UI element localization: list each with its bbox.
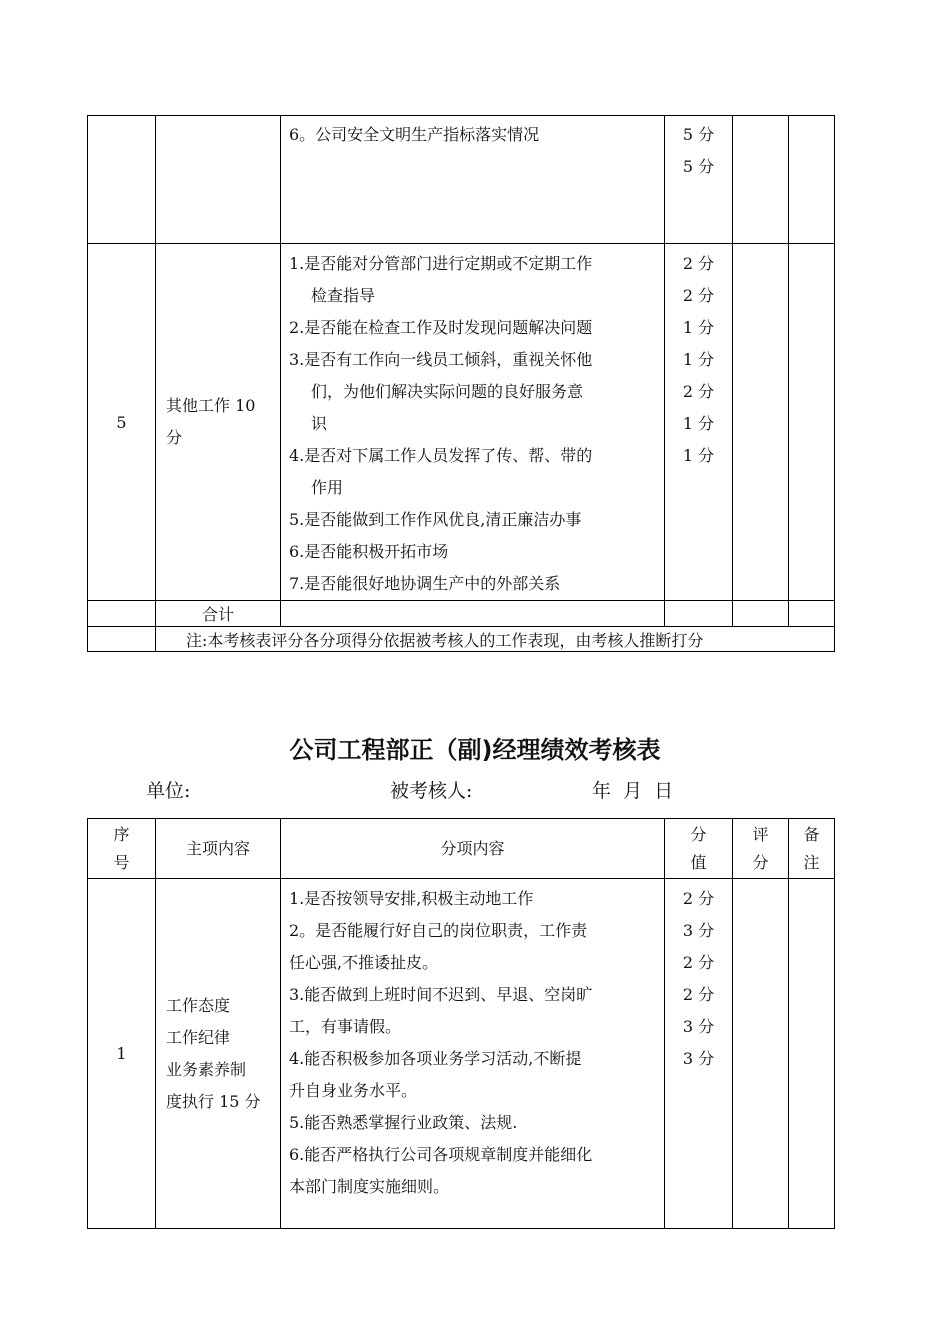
rating-cell[interactable] (733, 244, 789, 601)
score-value: 2 分 (682, 953, 715, 972)
unit-label: 单位: (146, 780, 191, 802)
rating-cell[interactable] (733, 601, 789, 627)
seq-cell (88, 116, 156, 244)
score-value: 1 分 (682, 446, 715, 465)
sub-item-line: 3.是否有工作向一线员工倾斜，重视关怀他 (289, 350, 593, 369)
sub-item-line: 5.能否熟悉掌握行业政策、法规. (289, 1113, 518, 1132)
header-rating: 评 分 (733, 819, 789, 879)
table-note: 注:本考核表评分各分项得分依据被考核人的工作表现，由考核人推断打分 (156, 627, 835, 652)
main-item-cell (156, 879, 281, 1229)
seq-cell: 1 (88, 879, 156, 1229)
main-item-cell (156, 116, 281, 244)
total-label: 合计 (156, 601, 281, 627)
score-value: 1 分 (682, 318, 715, 337)
main-item-line: 工作态度 (166, 995, 231, 1015)
header-seq: 序 号 (88, 819, 156, 879)
score-value: 2 分 (682, 889, 715, 908)
main-item-line: 其他工作 10 (166, 396, 256, 415)
sub-item-line: 7.是否能很好地协调生产中的外部关系 (289, 574, 561, 593)
header-row (88, 819, 835, 879)
table-row (88, 879, 835, 1229)
score-value: 3 分 (682, 1049, 715, 1068)
remark-cell[interactable] (789, 116, 835, 244)
sub-items-cell (281, 879, 665, 1229)
sub-item-line: 3.能否做到上班时间不迟到、早退、空岗旷 (289, 985, 593, 1004)
remark-cell[interactable] (789, 879, 835, 1229)
score-cell (665, 879, 733, 1229)
sub-item-line: 作用 (311, 478, 344, 497)
header-sub-items: 分项内容 (281, 819, 665, 879)
main-item-line: 度执行 15 分 (166, 1091, 261, 1111)
assessee-label: 被考核人: (390, 780, 473, 802)
header-remark: 备 注 (789, 819, 835, 879)
table-row (88, 116, 835, 244)
sub-item-line: 识 (311, 414, 328, 433)
sub-item-line: 检查指导 (311, 286, 376, 305)
score-value: 2 分 (682, 985, 715, 1004)
header-main-item: 主项内容 (156, 819, 281, 879)
rating-cell[interactable] (733, 879, 789, 1229)
score-value: 1 分 (682, 350, 715, 369)
sub-item-line: 6.能否严格执行公司各项规章制度并能细化 (289, 1145, 593, 1164)
score-value: 5 分 (682, 157, 715, 176)
sub-item-line: 4.是否对下属工作人员发挥了传、帮、带的 (289, 446, 593, 465)
assessment-table (87, 818, 835, 1229)
sub-item-line: 5.是否能做到工作作风优良,清正廉洁办事 (289, 510, 582, 529)
sub-item-line: 2.是否能在检查工作及时发现问题解决问题 (289, 318, 593, 337)
form-title: 公司工程部正（副)经理绩效考核表 (289, 736, 661, 764)
score-value: 1 分 (682, 414, 715, 433)
sub-item-line: 2。是否能履行好自己的岗位职责，工作责 (289, 921, 588, 940)
sub-item-line: 工，有事请假。 (289, 1017, 402, 1036)
score-value: 5 分 (682, 125, 715, 144)
score-value: 2 分 (682, 382, 715, 401)
sub-item-line: 1.是否能对分管部门进行定期或不定期工作 (289, 254, 593, 273)
assessment-table-continued (87, 115, 835, 652)
score-cell (665, 601, 733, 627)
seq-cell (88, 601, 156, 627)
main-item-cell (156, 244, 281, 601)
sub-items-cell (281, 116, 665, 244)
main-item-line: 工作纪律 (166, 1027, 231, 1047)
sub-item-line: 本部门制度实施细则。 (289, 1177, 450, 1196)
sub-item-line: 1.是否按领导安排,积极主动地工作 (289, 889, 534, 908)
sub-items-cell (281, 244, 665, 601)
score-value: 3 分 (682, 921, 715, 940)
rating-cell[interactable] (733, 116, 789, 244)
score-cell (665, 244, 733, 601)
sub-item-line: 4.能否积极参加各项业务学习活动,不断提 (289, 1049, 582, 1068)
sub-item-line: 升自身业务水平。 (289, 1081, 418, 1100)
score-value: 2 分 (682, 254, 715, 273)
sub-item-line: 们，为他们解决实际问题的良好服务意 (311, 382, 584, 401)
score-value: 2 分 (682, 286, 715, 305)
table-row (88, 244, 835, 601)
date-label: 年 月 日 (592, 780, 674, 802)
seq-cell (88, 627, 156, 652)
sub-item-line: 6.是否能积极开拓市场 (289, 542, 449, 561)
remark-cell[interactable] (789, 601, 835, 627)
sub-item-line: 任心强,不推诿扯皮。 (289, 953, 439, 972)
remark-cell[interactable] (789, 244, 835, 601)
sub-items-cell (281, 601, 665, 627)
header-score: 分 值 (665, 819, 733, 879)
main-item-line: 业务素养制 (166, 1059, 247, 1079)
main-item-line: 分 (166, 428, 183, 447)
score-cell (665, 116, 733, 244)
note-row (88, 627, 835, 652)
seq-cell: 5 (88, 244, 156, 601)
score-value: 3 分 (682, 1017, 715, 1036)
total-row (88, 601, 835, 627)
sub-item-line: 6。公司安全文明生产指标落实情况 (289, 125, 540, 144)
